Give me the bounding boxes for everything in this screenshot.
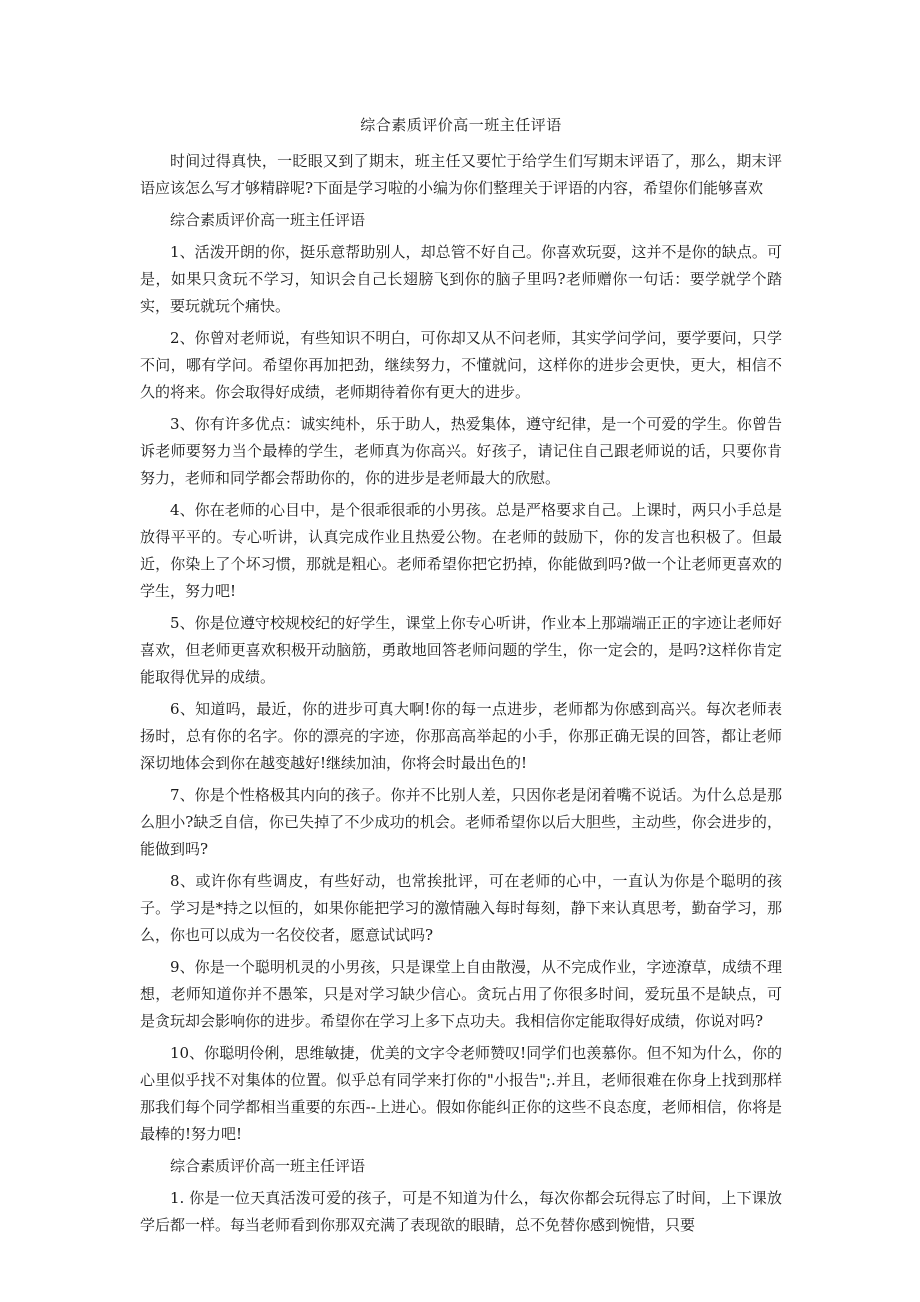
comment-paragraph: 10、你聪明伶俐，思维敏捷，优美的文字令老师赞叹!同学们也羡慕你。但不知为什么，你的心里似乎找不对集体的位置。似乎总有同学来打你的"小报告";.并且，老师很难在你身上找到那样那我们每个同学都相当重要的东西--上进心。假如你能纠正你的这些不良态度，老师相信，你将是最棒的!努力吧! (140, 1044, 782, 1143)
comment-paragraph: 4、你在老师的心目中，是个很乖很乖的小男孩。总是严格要求自己。上课时，两只小手总是放得平平的。专心听讲，认真完成作业且热爱公物。在老师的鼓励下，你的发言也积极了。但最近，你染上了个坏习惯，那就是粗心。老师希望你把它扔掉，你能做到吗?做一个让老师更喜欢的学生，努力吧! (140, 501, 782, 600)
section-heading: 综合素质评价高一班主任评语 (170, 1157, 366, 1175)
section-heading: 综合素质评价高一班主任评语 (170, 211, 366, 229)
intro-paragraph: 时间过得真快，一眨眼又到了期末，班主任又要忙于给学生们写期末评语了，那么，期末评语应该怎么写才够精辟呢?下面是学习啦的小编为你们整理关于评语的内容，希望你们能够喜欢 (140, 152, 782, 197)
document-page (140, 112, 782, 1244)
comment-paragraph: 1. 你是一位天真活泼可爱的孩子，可是不知道为什么，每次你都会玩得忘了时间，上下课放学后都一样。每当老师看到你那双充满了表现欲的眼睛，总不免替你感到惋惜，只要 (140, 1189, 782, 1234)
document-title: 综合素质评价高一班主任评语 (360, 116, 562, 134)
comment-paragraph: 2、你曾对老师说，有些知识不明白，可你却又从不问老师，其实学问学问，要学要问，只学不问，哪有学问。希望你再加把劲，继续努力，不懂就问，这样你的进步会更快，更大，相信不久的将来。你会取得好成绩，老师期待着你有更大的进步。 (140, 329, 782, 401)
comment-paragraph: 1、活泼开朗的你，挺乐意帮助别人，却总管不好自己。你喜欢玩耍，这并不是你的缺点。可是，如果只贪玩不学习，知识会自己长翅膀飞到你的脑子里吗?老师赠你一句话：要学就学个踏实，要玩就玩个痛快。 (140, 243, 782, 315)
comment-paragraph: 7、你是个性格极其内向的孩子。你并不比别人差，只因你老是闭着嘴不说话。为什么总是那么胆小?缺乏自信，你已失掉了不少成功的机会。老师希望你以后大胆些，主动些，你会进步的，能做到吗? (140, 786, 782, 858)
comment-paragraph: 6、知道吗，最近，你的进步可真大啊!你的每一点进步，老师都为你感到高兴。每次老师表扬时，总有你的名字。你的漂亮的字迹，你那高高举起的小手，你那正确无误的回答，都让老师深切地体会到你在越变越好!继续加油，你将会时最出色的! (140, 700, 782, 772)
comment-paragraph: 9、你是一个聪明机灵的小男孩，只是课堂上自由散漫，从不完成作业，字迹潦草，成绩不理想，老师知道你并不愚笨，只是对学习缺少信心。贪玩占用了你很多时间，爱玩虽不是缺点，可是贪玩却会影响你的进步。希望你在学习上多下点功夫。我相信你定能取得好成绩，你说对吗? (140, 958, 782, 1030)
comment-paragraph: 5、你是位遵守校规校纪的好学生，课堂上你专心听讲，作业本上那端端正正的字迹让老师好喜欢，但老师更喜欢积极开动脑筋，勇敢地回答老师问题的学生，你一定会的，是吗?这样你肯定能取得优异的成绩。 (140, 614, 782, 686)
comment-paragraph: 8、或许你有些调皮，有些好动，也常挨批评，可在老师的心中，一直认为你是个聪明的孩子。学习是*持之以恒的，如果你能把学习的激情融入每时每刻，静下来认真思考，勤奋学习，那么，你也可以成为一名佼佼者，愿意试试吗? (140, 872, 782, 944)
comment-paragraph: 3、你有许多优点：诚实纯朴，乐于助人，热爱集体，遵守纪律，是一个可爱的学生。你曾告诉老师要努力当个最棒的学生，老师真为你高兴。好孩子，请记住自己跟老师说的话，只要你肯努力，老师和同学都会帮助你的，你的进步是老师最大的欣慰。 (140, 415, 782, 487)
